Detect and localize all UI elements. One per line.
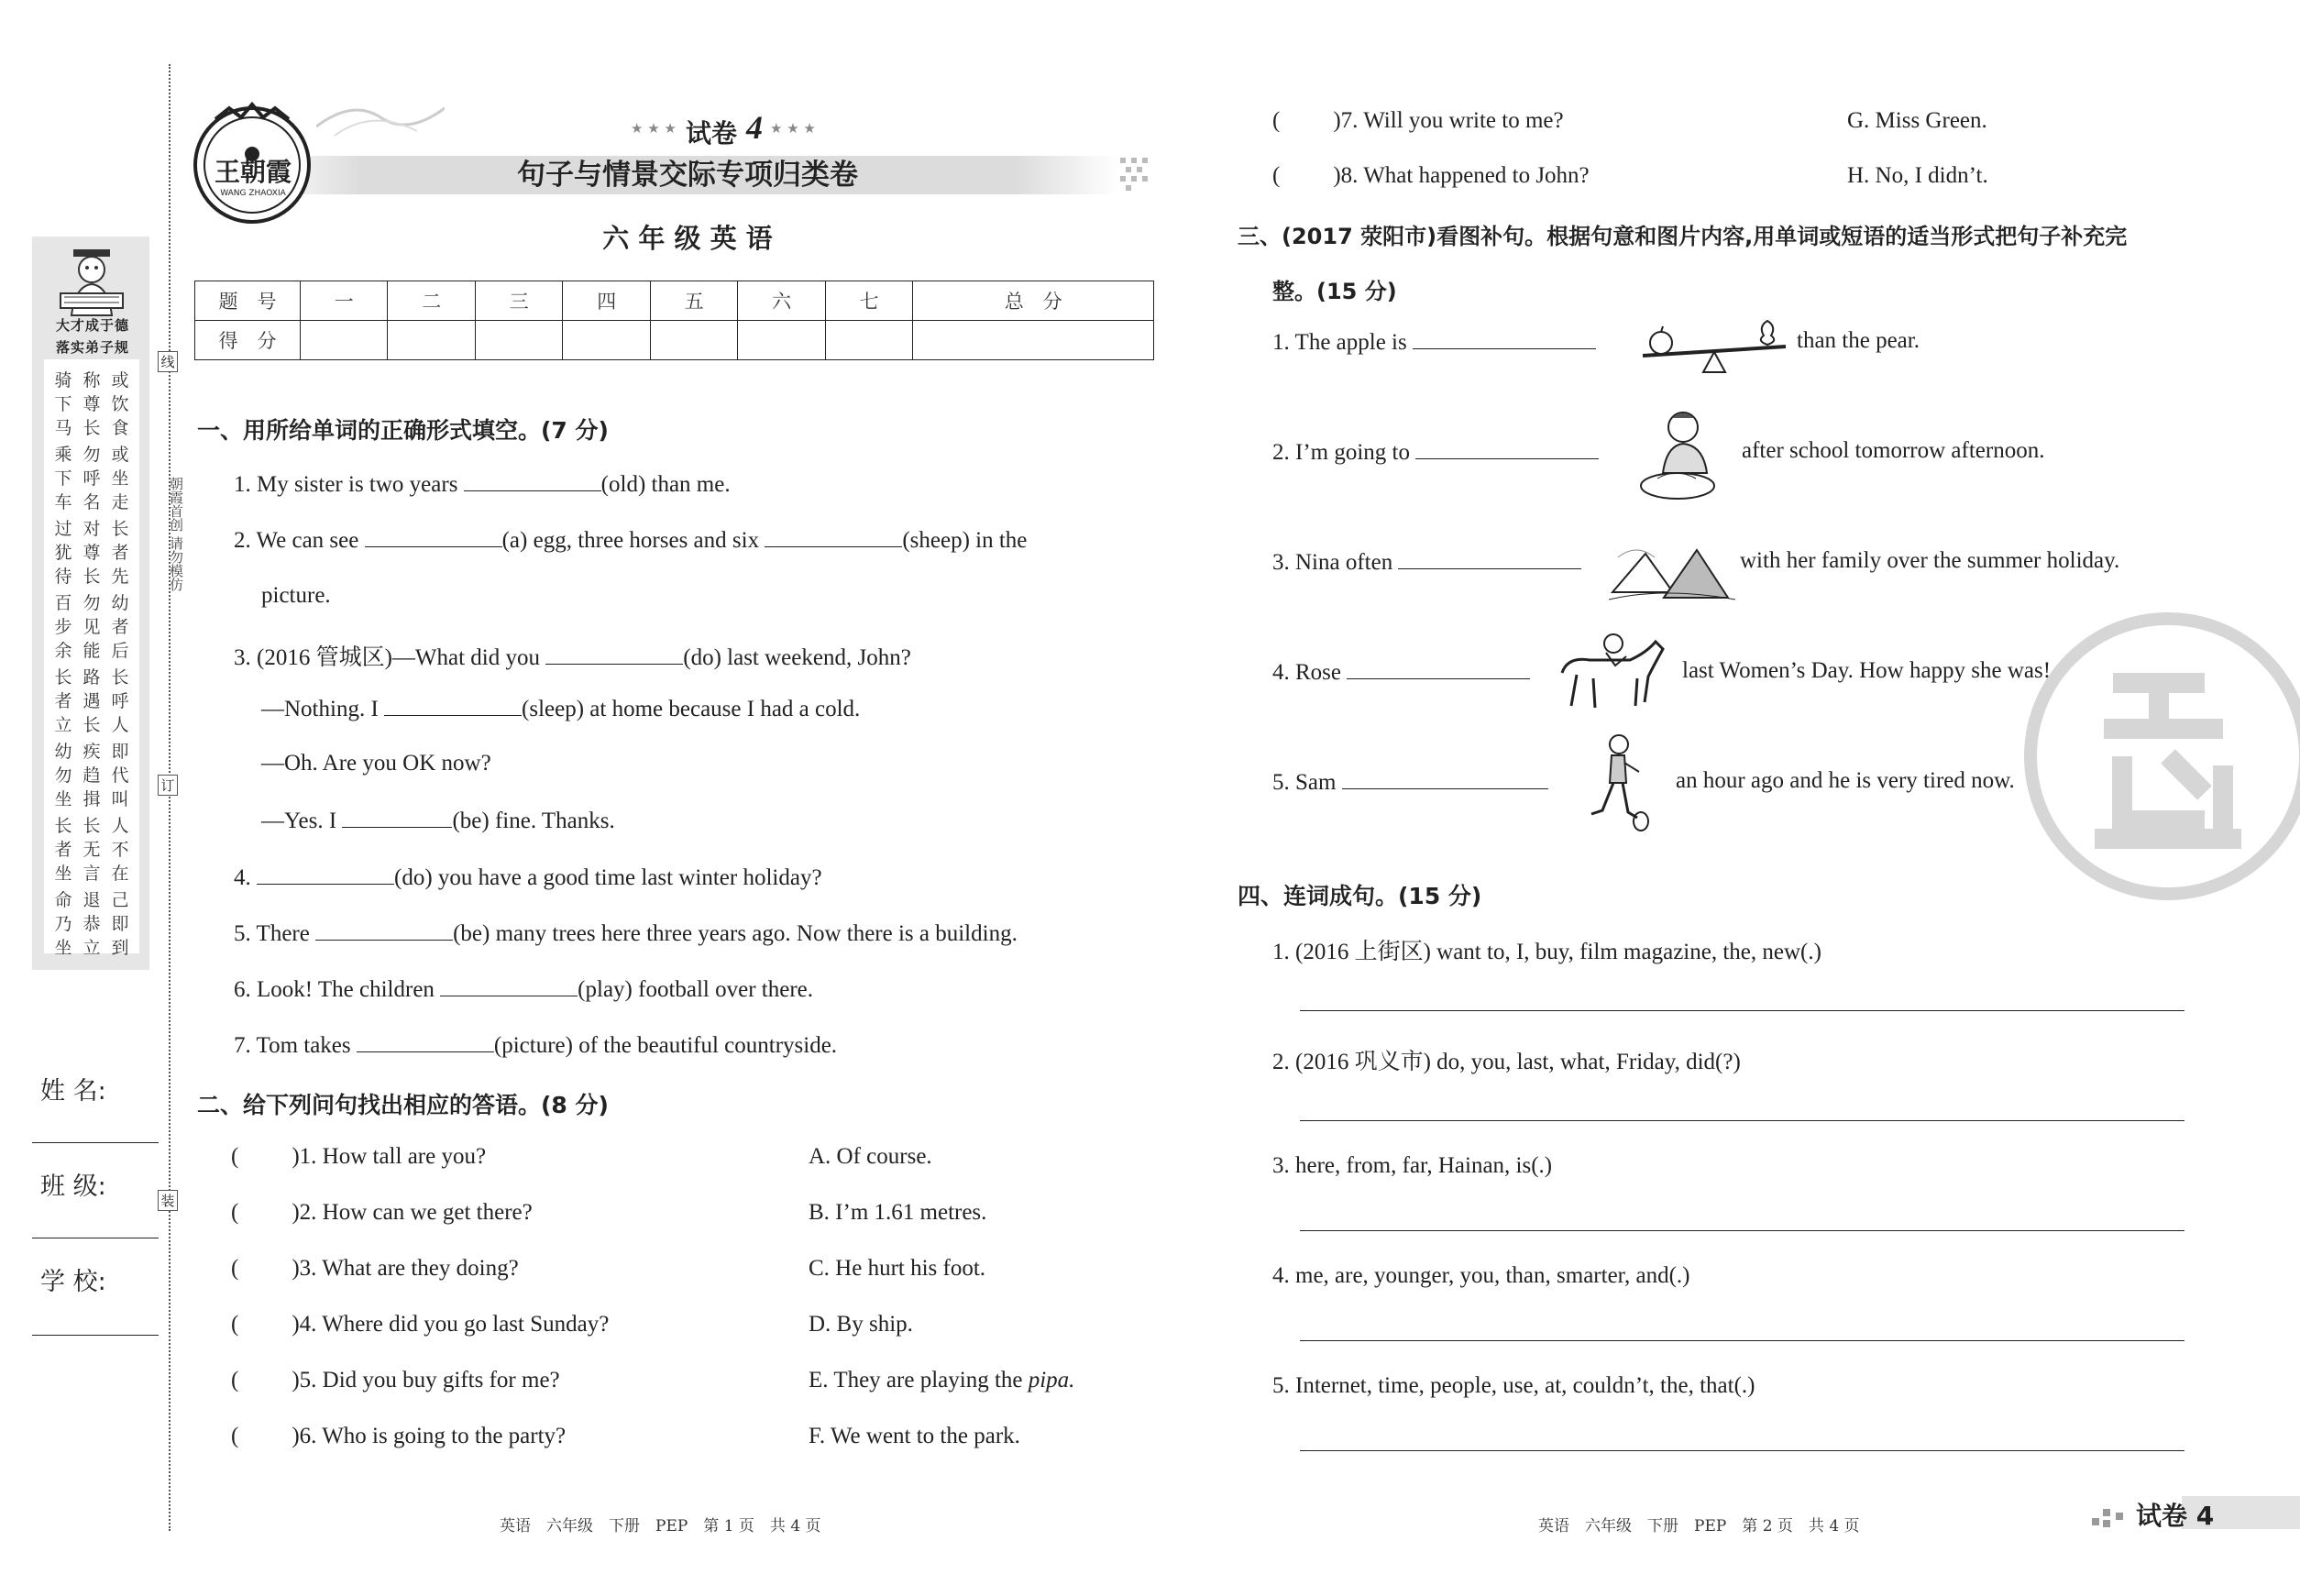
s1-q3-line3: —Oh. Are you OK now?	[261, 751, 491, 776]
boy-playing-badminton-image	[1579, 732, 1654, 834]
seesaw-apple-pear-image	[1634, 312, 1795, 378]
s1-q2-b: (a) egg, three horses and six	[501, 528, 765, 553]
seal-vertical-text: 朝霞首创 请勿模仿	[168, 477, 184, 591]
s2-answer-e-pipa: pipa.	[1028, 1368, 1075, 1392]
s1-q4-blank[interactable]	[257, 864, 394, 885]
paper-stars-right: ★ ★ ★	[770, 120, 816, 137]
s3-item2-b: after school tomorrow afternoon.	[1742, 438, 2045, 463]
rule-column: 或饮食	[111, 370, 129, 438]
school-label: 学 校:	[40, 1268, 106, 1296]
tent-camping-image	[1609, 534, 1735, 607]
s2-answer-paren[interactable]: ( )	[231, 1144, 300, 1169]
s3-item5-blank[interactable]	[1342, 768, 1548, 789]
rule-column: 长者先	[111, 519, 129, 587]
rule-column: 长者立	[54, 667, 72, 735]
score-table	[194, 281, 1154, 360]
footer-page2: 英语 六年级 下册 PEP 第 2 页 共 4 页	[1538, 1517, 1860, 1535]
s2-question-text: 6. Who is going to the party?	[299, 1424, 567, 1448]
score-header-cell: 题 号	[195, 281, 301, 321]
s1-q2-blank2[interactable]	[765, 526, 902, 547]
footer-tab-decoration	[2092, 1503, 2134, 1531]
s1-q5	[234, 919, 1018, 947]
rule-column: 勿见能	[83, 593, 101, 661]
cut-mark-3: 装	[158, 1190, 178, 1211]
paper-stars-left: ★ ★ ★	[631, 120, 677, 137]
girl-riding-horse-image	[1549, 629, 1670, 719]
s1-q3-line4	[261, 807, 615, 834]
s1-q6	[234, 975, 813, 1003]
s4-item5: 5. Internet, time, people, use, at, couldn’t, the, that(.)	[1272, 1373, 1755, 1398]
score-header-cell: 总 分	[913, 281, 1154, 321]
s2-q7	[1272, 108, 1564, 134]
score-input-cell[interactable]	[825, 321, 912, 360]
s2-answer-d: D. By ship.	[809, 1312, 913, 1337]
s2-question-row	[231, 1144, 486, 1170]
s3-item1	[1272, 328, 1596, 356]
section1-title: 一、用所给单词的正确形式填空。(7 分)	[197, 417, 609, 444]
rule-column: 幼者后	[111, 593, 129, 661]
s1-q2-cont: picture.	[261, 583, 331, 608]
score-header-cell: 七	[825, 281, 912, 321]
paper-number: 4	[746, 109, 763, 146]
s4-item2: 2. (2016 巩义市) do, you, last, what, Friday, did(?)	[1272, 1050, 1741, 1074]
s3-item5-b: an hour ago and he is very tired now.	[1676, 768, 2015, 793]
rule-column: 长者坐	[54, 816, 72, 884]
score-value-row	[195, 321, 1154, 360]
s1-q2-blank1[interactable]	[365, 526, 502, 547]
rule-column: 路遇长	[83, 667, 101, 735]
motto-bottom: 落实弟子规	[55, 339, 129, 356]
s3-item3-blank[interactable]	[1398, 548, 1581, 569]
s3-item2-blank[interactable]	[1415, 438, 1599, 459]
s1-q7-b: (picture) of the beautiful countryside.	[493, 1033, 838, 1058]
s2-answer-f: F. We went to the park.	[809, 1424, 1020, 1448]
rule-column: 骑下马	[54, 370, 72, 438]
s2-answer-paren[interactable]: ( )	[231, 1368, 300, 1392]
s1-q1	[234, 470, 731, 498]
s2-q8	[1272, 163, 1590, 189]
s2-question-row	[231, 1424, 566, 1449]
s1-q7-a: 7. Tom takes	[234, 1033, 357, 1058]
secret-seal-watermark	[2021, 610, 2300, 903]
s2-q7-paren[interactable]: ( )	[1272, 108, 1341, 133]
rule-column: 疾趋揖	[83, 742, 101, 809]
score-input-cell[interactable]	[738, 321, 825, 360]
s3-item3	[1272, 548, 1581, 576]
s2-question-row	[231, 1312, 609, 1337]
s2-answer-paren[interactable]: ( )	[231, 1424, 300, 1448]
rule-column: 己即到	[111, 890, 129, 958]
section2-title: 二、给下列问句找出相应的答语。(8 分)	[197, 1092, 609, 1118]
section4-title: 四、连词成句。(15 分)	[1238, 883, 1482, 909]
score-header-cell: 一	[301, 281, 388, 321]
s1-q7	[234, 1031, 837, 1059]
s2-answer-h: H. No, I didn’t.	[1847, 163, 1988, 188]
footer-tab-label: 试卷 4	[2136, 1501, 2215, 1531]
s1-q2-c: (sheep) in the	[902, 528, 1028, 553]
s4-item1: 1. (2016 上街区) want to, I, buy, film magazine, the, new(.)	[1272, 940, 1821, 964]
s4-answer-line[interactable]	[1300, 1230, 2184, 1231]
score-input-cell[interactable]	[301, 321, 388, 360]
s2-question-text: 5. Did you buy gifts for me?	[299, 1368, 560, 1392]
school-field[interactable]	[32, 1335, 159, 1336]
logo-subtext: WANG ZHAOXIA	[220, 189, 286, 198]
s2-question-text: 2. How can we get there?	[299, 1200, 533, 1225]
s2-answer-a: A. Of course.	[809, 1144, 932, 1169]
s3-item1-a: 1. The apple is	[1272, 330, 1413, 355]
s1-q4	[234, 864, 822, 891]
s4-answer-line[interactable]	[1300, 1120, 2184, 1121]
rule-column: 长无言	[83, 816, 101, 884]
s4-answer-line[interactable]	[1300, 1450, 2184, 1451]
s2-question-row	[231, 1200, 533, 1226]
s4-answer-line[interactable]	[1300, 1010, 2184, 1011]
score-input-cell[interactable]	[913, 321, 1154, 360]
s2-question-row	[231, 1368, 560, 1393]
dot-grid-decoration	[1120, 158, 1153, 191]
motto-top: 大才成于德	[55, 317, 129, 334]
s1-q5-a: 5. There	[234, 921, 316, 946]
rule-column: 勿呼名	[83, 445, 101, 512]
rule-column: 或坐走	[111, 445, 129, 512]
s1-q4-b: (do) you have a good time last winter holiday?	[394, 865, 822, 890]
section3-title: 三、(2017 荥阳市)看图补句。根据句意和图片内容,用单词或短语的适当形式把句子补充完	[1238, 224, 2128, 249]
s3-item4	[1272, 658, 1530, 686]
logo-text: 王朝霞	[214, 157, 292, 187]
paper-label: 试卷	[686, 118, 738, 149]
score-header-cell: 五	[650, 281, 737, 321]
section3-title-cont: 整。(15 分)	[1272, 279, 1397, 304]
s3-item1-blank[interactable]	[1413, 328, 1596, 349]
s1-q3-line2	[261, 695, 860, 722]
s1-q6-b: (play) football over there.	[578, 977, 814, 1002]
s2-question-text: 4. Where did you go last Sunday?	[299, 1312, 610, 1337]
rule-column: 长呼人	[111, 667, 129, 735]
boy-washing-clothes-image	[1639, 409, 1731, 504]
s2-answer-e-text: E. They are playing the	[809, 1368, 1029, 1392]
s4-item4: 4. me, are, younger, you, than, smarter, and(.)	[1272, 1263, 1690, 1288]
s1-q6-a: 6. Look! The children	[234, 977, 441, 1002]
s3-item5	[1272, 768, 1548, 796]
score-input-cell[interactable]	[563, 321, 650, 360]
s3-item3-b: with her family over the summer holiday.	[1740, 548, 2120, 573]
score-input-cell[interactable]	[388, 321, 475, 360]
s3-item4-a: 4. Rose	[1272, 660, 1348, 685]
s2-answer-c: C. He hurt his foot.	[809, 1256, 986, 1281]
rule-column: 过犹待	[54, 519, 72, 587]
s1-q5-b: (be) many trees here three years ago. Now there is a building.	[453, 921, 1018, 946]
s1-q3	[234, 639, 911, 672]
rule-column: 称尊长	[83, 370, 101, 438]
s2-answer-b: B. I’m 1.61 metres.	[809, 1200, 987, 1225]
name-field[interactable]	[32, 1142, 159, 1143]
rule-column: 幼勿坐	[54, 742, 72, 809]
s2-q8-text: 8. What happened to John?	[1340, 163, 1590, 188]
s1-q3d-b: (be) fine. Thanks.	[452, 809, 615, 833]
subtitle: 句子与情景交际专项归类卷	[517, 159, 858, 192]
rule-column: 乘下车	[54, 445, 72, 512]
rule-column: 人不在	[111, 816, 129, 884]
rule-column: 即代叫	[111, 742, 129, 809]
score-header-cell: 三	[475, 281, 562, 321]
s1-q7-blank[interactable]	[357, 1031, 494, 1052]
score-input-cell[interactable]	[650, 321, 737, 360]
score-header-cell: 二	[388, 281, 475, 321]
rule-column: 百步余	[54, 593, 72, 661]
score-header-cell: 四	[563, 281, 650, 321]
s3-item4-blank[interactable]	[1347, 658, 1530, 679]
rule-column: 命乃坐	[54, 890, 72, 958]
s2-answer-e	[809, 1368, 1074, 1393]
cut-mark-2: 订	[158, 775, 178, 796]
s2-question-text: 1. How tall are you?	[299, 1144, 487, 1169]
s3-item2-a: 2. I’m going to	[1272, 440, 1416, 465]
s1-q3d-blank[interactable]	[342, 807, 452, 828]
grade-subject: 六 年 级 英 语	[602, 223, 773, 254]
name-label: 姓 名:	[40, 1077, 106, 1106]
class-label: 班 级:	[40, 1172, 106, 1201]
s1-q3-b: (do) last weekend, John?	[683, 645, 911, 670]
s2-answer-paren[interactable]: ( )	[231, 1312, 300, 1337]
s1-q2-a: 2. We can see	[234, 528, 365, 553]
cut-line	[169, 64, 171, 1531]
s2-q7-text: 7. Will you write to me?	[1340, 108, 1564, 133]
s2-question-row	[231, 1256, 519, 1282]
s2-answer-g: G. Miss Green.	[1847, 108, 1987, 133]
s1-q4-a: 4.	[234, 865, 257, 890]
s2-q8-paren[interactable]: ( )	[1272, 163, 1341, 188]
score-input-cell[interactable]	[475, 321, 562, 360]
s1-q1-blank[interactable]	[464, 470, 601, 491]
s1-q3b-b: (sleep) at home because I had a cold.	[522, 697, 861, 721]
scholar-illustration	[44, 246, 139, 317]
s3-item2	[1272, 438, 1599, 466]
s3-item4-b: last Women’s Day. How happy she was!	[1682, 658, 2052, 683]
s1-q3-blank[interactable]	[545, 644, 683, 665]
score-header-cell: 六	[738, 281, 825, 321]
s2-question-text: 3. What are they doing?	[299, 1256, 519, 1281]
cut-mark-1: 线	[158, 351, 178, 372]
s1-q1-b: (old) than me.	[600, 472, 731, 497]
s2-answer-paren[interactable]: ( )	[231, 1200, 300, 1225]
s1-q3d-a: —Yes. I	[261, 809, 343, 833]
s1-q1-a: 1. My sister is two years	[234, 472, 464, 497]
s3-item3-a: 3. Nina often	[1272, 550, 1399, 575]
s1-q6-blank[interactable]	[440, 975, 578, 996]
s4-item3: 3. here, from, far, Hainan, is(.)	[1272, 1153, 1553, 1178]
s1-q5-blank[interactable]	[315, 919, 453, 941]
s3-item5-a: 5. Sam	[1272, 770, 1342, 795]
s1-q3b-blank[interactable]	[384, 695, 522, 716]
s1-q3b-a: —Nothing. I	[261, 697, 385, 721]
s4-answer-line[interactable]	[1300, 1340, 2184, 1341]
rule-column: 退恭立	[83, 890, 101, 958]
s1-q2	[234, 526, 1027, 554]
score-label-cell: 得 分	[195, 321, 301, 360]
footer-page1: 英语 六年级 下册 PEP 第 1 页 共 4 页	[500, 1517, 821, 1535]
s2-answer-paren[interactable]: ( )	[231, 1256, 300, 1281]
ribbon-decoration	[316, 99, 445, 145]
score-header-row	[195, 281, 1154, 321]
rule-column: 对尊长	[83, 519, 101, 587]
s3-item1-b: than the pear.	[1797, 328, 1920, 353]
s1-q3-a: 3. (2016 管城区)—What did you	[234, 645, 546, 670]
